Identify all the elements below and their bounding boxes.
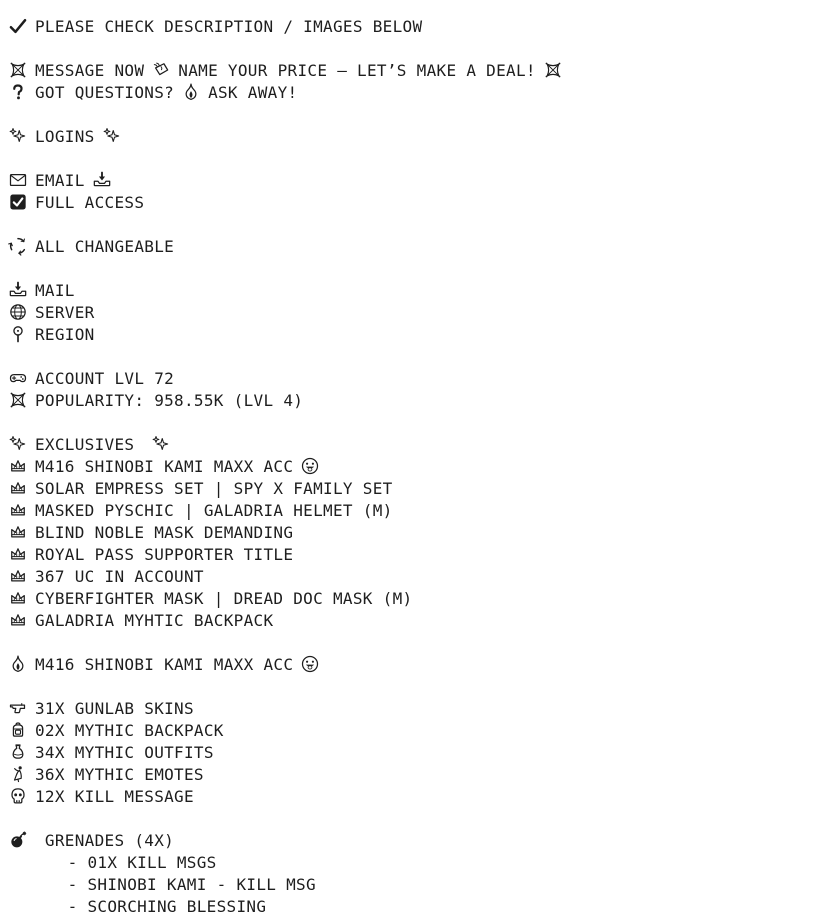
check-icon <box>8 16 28 36</box>
fire-icon <box>8 654 28 674</box>
envelope-icon <box>8 170 28 190</box>
pin-icon <box>8 324 28 344</box>
text-line <box>8 587 817 609</box>
text-line <box>8 609 817 631</box>
text-line <box>8 785 817 807</box>
text-segment: GALADRIA MYHTIC BACKPACK <box>35 610 274 630</box>
crown-icon <box>8 500 28 520</box>
blank-line <box>8 37 817 59</box>
text-segment: NAME YOUR PRICE – LET’S MAKE A DEAL! <box>178 60 536 80</box>
text-line <box>8 191 817 213</box>
recycle-icon <box>8 236 28 256</box>
text-segment: PLEASE CHECK DESCRIPTION / IMAGES BELOW <box>35 16 423 36</box>
text-segment: M416 SHINOBI KAMI MAXX ACC <box>35 456 294 476</box>
crown-icon <box>8 522 28 542</box>
crown-icon <box>8 456 28 476</box>
text-segment: MASKED PYSCHIC | GALADRIA HELMET (M) <box>35 500 393 520</box>
sparkles-icon <box>151 434 171 454</box>
text-line <box>8 763 817 785</box>
text-segment: POPULARITY: 958.55K (LVL 4) <box>35 390 304 410</box>
text-line <box>8 741 817 763</box>
text-line <box>8 719 817 741</box>
text-segment: FULL ACCESS <box>35 192 145 212</box>
text-line <box>8 301 817 323</box>
text-line <box>8 323 817 345</box>
text-segment: ACCOUNT LVL 72 <box>35 368 175 388</box>
text-line <box>8 521 817 543</box>
blank-line <box>8 675 817 697</box>
dress-icon <box>8 742 28 762</box>
text-segment: SOLAR EMPRESS SET | SPY X FAMILY SET <box>35 478 393 498</box>
text-line <box>8 455 817 477</box>
text-line <box>8 653 817 675</box>
text-segment: GRENADES (4X) <box>35 830 175 850</box>
money-with-wings-icon <box>151 60 171 80</box>
text-segment: GOT QUESTIONS? <box>35 82 175 102</box>
text-line <box>8 125 817 147</box>
sparkles-icon <box>102 126 122 146</box>
blank-line <box>8 147 817 169</box>
text-segment: - 01X KILL MSGS <box>8 852 217 872</box>
inbox-tray-icon <box>8 280 28 300</box>
text-segment: BLIND NOBLE MASK DEMANDING <box>35 522 294 542</box>
crown-icon <box>8 566 28 586</box>
tongue-out-face-icon <box>300 456 320 476</box>
text-segment: ROYAL PASS SUPPORTER TITLE <box>35 544 294 564</box>
text-segment: 34X MYTHIC OUTFITS <box>35 742 214 762</box>
text-segment: MESSAGE NOW <box>35 60 145 80</box>
globe-icon <box>8 302 28 322</box>
text-segment: 02X MYTHIC BACKPACK <box>35 720 224 740</box>
crown-icon <box>8 544 28 564</box>
inbox-tray-icon <box>92 170 112 190</box>
checked-box-icon <box>8 192 28 212</box>
text-segment: ALL CHANGEABLE <box>35 236 175 256</box>
text-segment: CYBERFIGHTER MASK | DREAD DOC MASK (M) <box>35 588 413 608</box>
burst-web-icon <box>543 60 563 80</box>
blank-line <box>8 631 817 653</box>
blank-line <box>8 411 817 433</box>
text-segment: EXCLUSIVES <box>35 434 145 454</box>
text-line <box>8 829 817 851</box>
sparkles-icon <box>8 126 28 146</box>
crown-icon <box>8 588 28 608</box>
text-line <box>8 851 817 873</box>
skull-icon <box>8 786 28 806</box>
blank-line <box>8 103 817 125</box>
text-segment: 36X MYTHIC EMOTES <box>35 764 204 784</box>
text-line <box>8 433 817 455</box>
text-segment: REGION <box>35 324 95 344</box>
text-line <box>8 279 817 301</box>
gamepad-icon <box>8 368 28 388</box>
text-line <box>8 543 817 565</box>
backpack-icon <box>8 720 28 740</box>
blank-line <box>8 345 817 367</box>
blank-line <box>8 257 817 279</box>
burst-web-icon <box>8 390 28 410</box>
text-line <box>8 169 817 191</box>
text-line <box>8 697 817 719</box>
crown-icon <box>8 610 28 630</box>
text-segment: - SHINOBI KAMI - KILL MSG <box>8 874 316 894</box>
text-segment: SERVER <box>35 302 95 322</box>
text-line <box>8 367 817 389</box>
bomb-icon <box>8 830 28 850</box>
blank-line <box>8 213 817 235</box>
text-line <box>8 15 817 37</box>
text-line <box>8 873 817 895</box>
fire-icon <box>181 82 201 102</box>
burst-web-icon <box>8 60 28 80</box>
sparkles-icon <box>8 434 28 454</box>
text-line <box>8 499 817 521</box>
text-segment: ASK AWAY! <box>208 82 298 102</box>
text-line <box>8 81 817 103</box>
text-segment: EMAIL <box>35 170 85 190</box>
text-line <box>8 389 817 411</box>
text-segment: 367 UC IN ACCOUNT <box>35 566 204 586</box>
text-segment: - SCORCHING BLESSING <box>8 896 267 916</box>
text-segment: 12X KILL MESSAGE <box>35 786 194 806</box>
text-segment: MAIL <box>35 280 75 300</box>
text-segment: 31X GUNLAB SKINS <box>35 698 194 718</box>
text-line <box>8 477 817 499</box>
text-line <box>8 59 817 81</box>
text-line <box>8 565 817 587</box>
text-segment: LOGINS <box>35 126 95 146</box>
blank-line <box>8 807 817 829</box>
text-segment: M416 SHINOBI KAMI MAXX ACC <box>35 654 294 674</box>
dancer-icon <box>8 764 28 784</box>
question-mark-icon <box>8 82 28 102</box>
text-line <box>8 235 817 257</box>
tongue-out-face-icon <box>300 654 320 674</box>
gun-icon <box>8 698 28 718</box>
crown-icon <box>8 478 28 498</box>
